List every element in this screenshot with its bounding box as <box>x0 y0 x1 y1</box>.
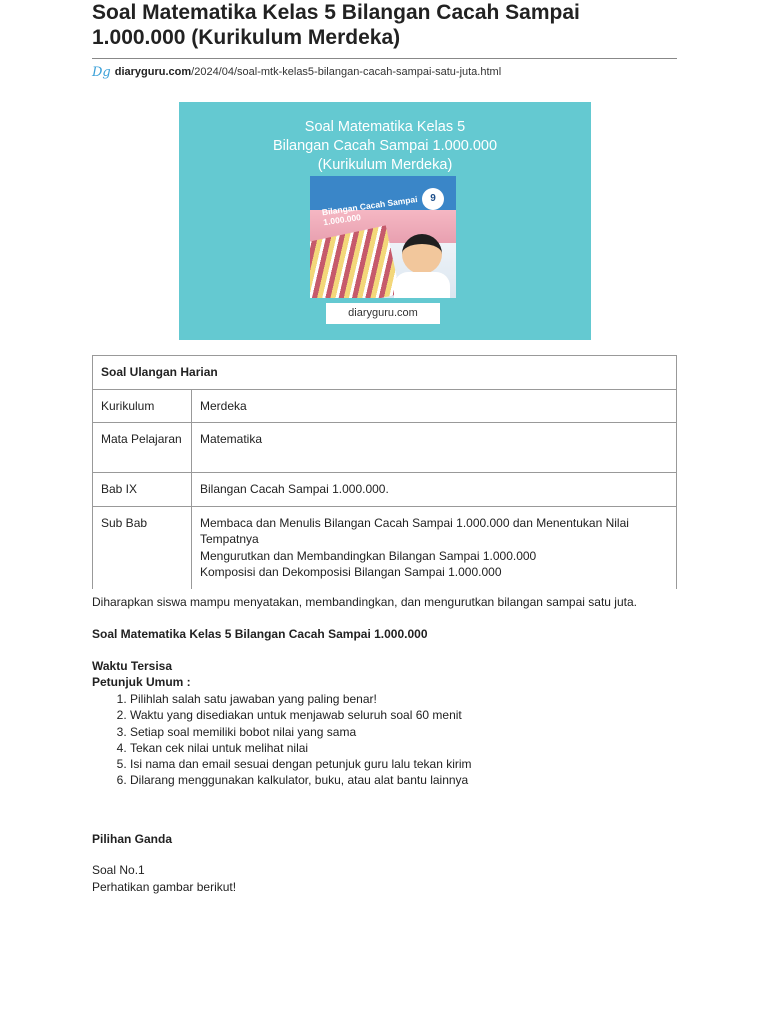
boy-body-illustration <box>394 272 450 298</box>
timer-label: Waktu Tersisa <box>92 659 173 673</box>
table-row <box>93 473 677 507</box>
diaryguru-logo-icon: Dg <box>92 65 111 80</box>
instruction-item: 3. Setiap soal memiliki bobot nilai yang sama <box>130 724 690 740</box>
instruction-item: 6. Dilarang menggunakan kalkulator, buku, atau alat bantu lainnya <box>130 772 690 788</box>
question-number: Soal No.1 <box>92 863 145 877</box>
row-value-bab: Bilangan Cacah Sampai 1.000.000. <box>192 473 677 507</box>
instructions-list <box>92 691 690 789</box>
row-key-kurikulum: Kurikulum <box>93 389 192 423</box>
instruction-item: 1. Pilihlah salah satu jawaban yang paling benar! <box>130 691 690 707</box>
table-row <box>93 506 677 589</box>
book-cover-illustration <box>310 176 456 298</box>
instruction-item: 2. Waktu yang disediakan untuk menjawab seluruh soal 60 menit <box>130 707 690 723</box>
book-cover-label: Bilangan Cacah Sampai 1.000.000 <box>321 194 419 228</box>
hero-image <box>179 102 591 340</box>
boy-head-illustration <box>402 234 442 274</box>
bab-number-badge: 9 <box>422 188 444 210</box>
quiz-subtitle: Soal Matematika Kelas 5 Bilangan Cacah Sampai 1.000.000 <box>92 627 428 641</box>
question-prompt: Perhatikan gambar berikut! <box>92 880 237 894</box>
row-value-sub-bab <box>192 506 677 589</box>
instruction-item: 4. Tekan cek nilai untuk melihat nilai <box>130 740 690 756</box>
banknotes-illustration <box>310 225 400 298</box>
sub-bab-item: Mengurutkan dan Membandingkan Bilangan Sampai 1.000.000 <box>200 548 537 563</box>
intro-paragraph: Diharapkan siswa mampu menyatakan, membandingkan, dan mengurutkan bilangan sampai satu juta. <box>92 595 637 609</box>
table-header: Soal Ulangan Harian <box>93 356 677 390</box>
hero-site-label: diaryguru.com <box>326 303 440 324</box>
hero-title-line-1: Soal Matematika Kelas 5 <box>304 119 466 135</box>
hero-title-line-3: (Kurikulum Merdeka) <box>317 157 453 173</box>
title-divider <box>92 58 677 59</box>
row-key-mata-pelajaran: Mata Pelajaran <box>93 423 192 473</box>
row-value-kurikulum: Merdeka <box>192 389 677 423</box>
source-domain-link[interactable]: diaryguru.com <box>114 66 192 78</box>
section-heading: Pilihan Ganda <box>92 832 173 846</box>
info-table <box>92 355 677 589</box>
hero-title <box>179 118 591 175</box>
source-line <box>92 64 501 81</box>
table-row <box>93 389 677 423</box>
instructions-heading: Petunjuk Umum : <box>92 675 191 689</box>
hero-title-line-2: Bilangan Cacah Sampai 1.000.000 <box>272 138 498 154</box>
row-key-bab: Bab IX <box>93 473 192 507</box>
sub-bab-item: Membaca dan Menulis Bilangan Cacah Sampai 1.000.000 dan Menentukan Nilai Tempatnya <box>200 515 629 546</box>
sub-bab-item: Komposisi dan Dekomposisi Bilangan Sampai 1.000.000 <box>200 565 502 579</box>
source-path-link[interactable]: /2024/04/soal-mtk-kelas5-bilangan-cacah-sampai-satu-juta.html <box>191 66 502 78</box>
table-row <box>93 423 677 473</box>
row-key-sub-bab: Sub Bab <box>93 506 192 589</box>
page-title: Soal Matematika Kelas 5 Bilangan Cacah Sampai 1.000.000 (Kurikulum Merdeka) <box>92 1 580 49</box>
instruction-item: 5. Isi nama dan email sesuai dengan petunjuk guru lalu tekan kirim <box>130 756 690 772</box>
row-value-mata-pelajaran: Matematika <box>192 423 677 473</box>
table-header-row <box>93 356 677 390</box>
